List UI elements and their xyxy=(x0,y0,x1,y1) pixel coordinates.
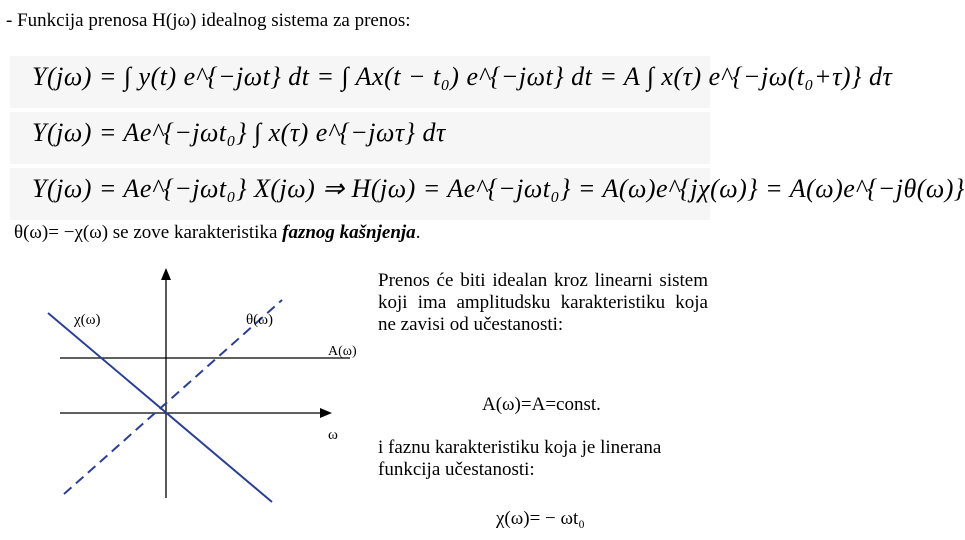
equation-row-1 xyxy=(10,56,893,108)
phase-delay-prefix: θ(ω)= −χ(ω) se zove karakteristika xyxy=(14,222,283,243)
equation-row-3 xyxy=(10,168,965,220)
theta-label: θ(ω) xyxy=(246,312,274,328)
equation-row-2 xyxy=(10,112,710,164)
slide-heading: - Funkcija prenosa H(jω) idealnog sistema za prenos: xyxy=(6,10,411,31)
phase-delay-definition xyxy=(14,222,420,244)
ideal-transfer-paragraph-2: i faznu karakteristiku koja je linerana funkcija učestanosti: xyxy=(378,437,662,480)
chi-label: χ(ω) xyxy=(74,312,101,328)
frequency-axis-arrow xyxy=(320,408,332,418)
equation-2: Y(jω) = Ae^{−jωt₀} ∫ x(τ) e^{−jωτ} dτ xyxy=(32,118,446,147)
amplitude-label: A(ω) xyxy=(328,344,357,359)
equation-1: Y(jω) = ∫ y(t) e^{−jωt} dt = ∫ Ax(t − t₀) e^{−jωt} dt = A ∫ x(τ) e^{−jω(t₀+τ)} dτ xyxy=(32,62,893,91)
phase-characteristic-graph xyxy=(50,262,370,502)
phase-formula: χ(ω)= − ωt₀ xyxy=(496,508,585,529)
phase-delay-suffix: . xyxy=(415,222,421,243)
ideal-transfer-paragraph-1: Prenos će biti idealan kroz linearni sistem koji ima amplitudsku karakteristiku koja ne zavisi od učestanosti: xyxy=(378,270,708,335)
amplitude-formula: A(ω)=A=const. xyxy=(482,394,601,415)
theta-line xyxy=(64,300,282,494)
omega-axis-label: ω xyxy=(328,427,338,443)
phase-delay-keyword: faznog kašnjenja xyxy=(282,222,416,243)
equation-3: Y(jω) = Ae^{−jωt₀} X(jω) ⇒ H(jω) = Ae^{−jωt₀} = A(ω)e^{jχ(ω)} = A(ω)e^{−jθ(ω)} xyxy=(32,174,965,203)
vertical-axis-arrow xyxy=(161,268,171,280)
